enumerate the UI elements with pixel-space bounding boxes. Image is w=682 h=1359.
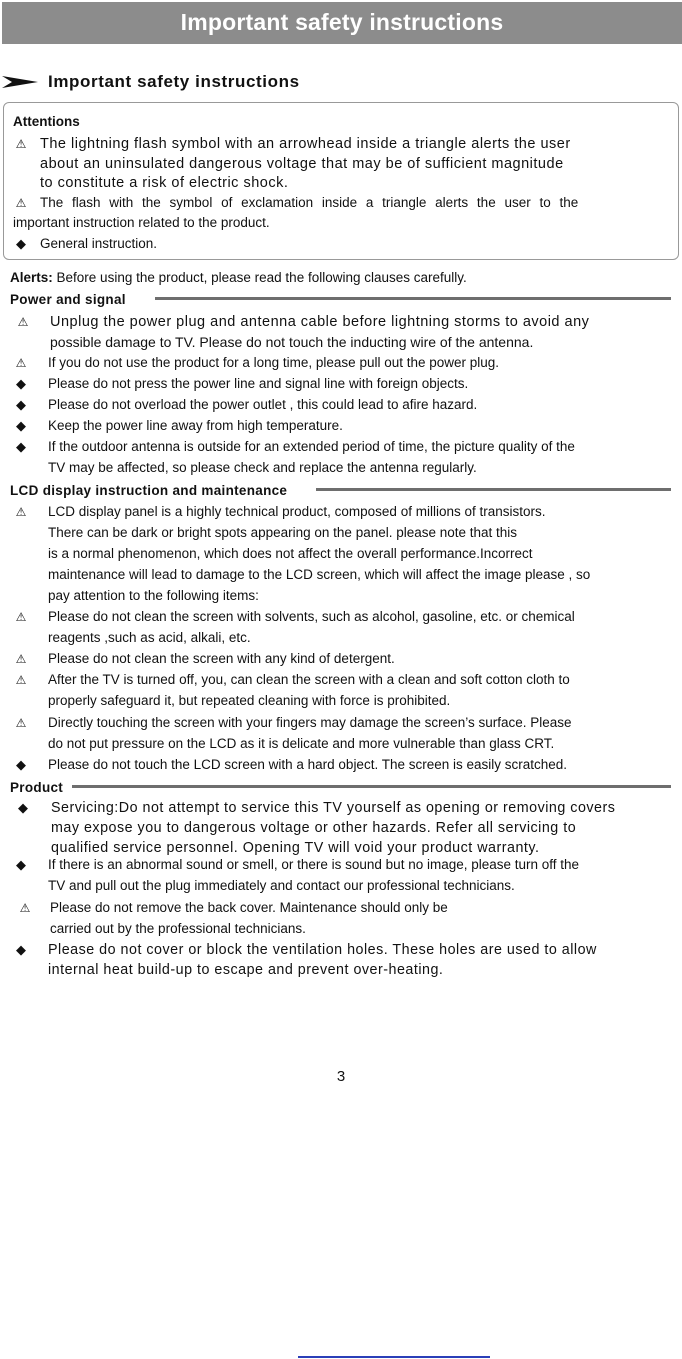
attentions-title: Attentions bbox=[13, 114, 80, 129]
diamond-bullet-icon: ◆ bbox=[16, 857, 26, 872]
section-heading bbox=[2, 70, 300, 94]
warning-icon: ⚠ bbox=[15, 652, 27, 666]
warning-icon: ⚠ bbox=[15, 716, 27, 730]
lcd-text: Please do not clean the screen with any kind of detergent. bbox=[48, 651, 395, 666]
power-text: Keep the power line away from high temperature. bbox=[48, 418, 343, 433]
attention-text: to constitute a risk of electric shock. bbox=[40, 175, 289, 191]
product-text: qualified service personnel. Opening TV will void your product warranty. bbox=[51, 840, 540, 856]
warning-icon: ⚠ bbox=[15, 505, 27, 519]
lcd-text: pay attention to the following items: bbox=[48, 588, 259, 603]
section-divider bbox=[316, 488, 671, 491]
product-text: Servicing:Do not attempt to service this TV yourself as opening or removing covers bbox=[51, 800, 616, 816]
alerts-label: Alerts: bbox=[10, 270, 53, 285]
attention-text: The lightning flash symbol with an arrowhead inside a triangle alerts the user bbox=[40, 136, 571, 152]
section-divider bbox=[72, 785, 671, 788]
diamond-bullet-icon: ◆ bbox=[18, 800, 28, 815]
section-title-product: Product bbox=[10, 779, 64, 795]
alerts-text: Before using the product, please read the following clauses carefully. bbox=[56, 270, 467, 285]
warning-icon: ⚠ bbox=[19, 901, 31, 915]
diamond-bullet-icon: ◆ bbox=[16, 418, 26, 433]
page-number: 3 bbox=[336, 1068, 346, 1085]
power-text: If the outdoor antenna is outside for an extended period of time, the picture quality of the bbox=[48, 439, 575, 454]
diamond-bullet-icon: ◆ bbox=[16, 376, 26, 391]
diamond-bullet-icon: ◆ bbox=[16, 757, 26, 772]
lcd-text: is a normal phenomenon, which does not affect the overall performance.Incorrect bbox=[48, 546, 533, 561]
lcd-text: Directly touching the screen with your fingers may damage the screen’s surface. Please bbox=[48, 715, 572, 730]
lcd-text: do not put pressure on the LCD as it is delicate and more vulnerable than glass CRT. bbox=[48, 736, 555, 751]
attention-text: The flash with the symbol of exclamation inside a triangle alerts the user to the bbox=[40, 195, 579, 210]
warning-icon: ⚠ bbox=[15, 673, 27, 687]
lcd-text: LCD display panel is a highly technical product, composed of millions of transistors. bbox=[48, 504, 546, 519]
section-title-lcd: LCD display instruction and maintenance bbox=[10, 482, 288, 498]
arrow-icon bbox=[2, 75, 38, 89]
lcd-text: After the TV is turned off, you, can clean the screen with a clean and soft cotton cloth to bbox=[48, 672, 570, 687]
lcd-text: Please do not touch the LCD screen with a hard object. The screen is easily scratched. bbox=[48, 757, 568, 772]
lcd-text: Please do not clean the screen with solvents, such as alcohol, gasoline, etc. or chemical bbox=[48, 609, 575, 624]
section-divider bbox=[155, 297, 671, 300]
product-text: Please do not cover or block the ventilation holes. These holes are used to allow bbox=[48, 942, 597, 958]
attention-text: General instruction. bbox=[40, 236, 158, 251]
warning-icon: ⚠ bbox=[15, 356, 27, 370]
diamond-bullet-icon: ◆ bbox=[16, 236, 26, 251]
lcd-text: maintenance will lead to damage to the LCD screen, which will affect the image please , so bbox=[48, 567, 591, 582]
attention-text: about an uninsulated dangerous voltage that may be of sufficient magnitude bbox=[40, 156, 564, 172]
section-heading-text: Important safety instructions bbox=[48, 72, 300, 91]
power-text: Please do not overload the power outlet , this could lead to afire hazard. bbox=[48, 397, 478, 412]
warning-icon: ⚠ bbox=[17, 315, 29, 329]
power-text: TV may be affected, so please check and replace the antenna regularly. bbox=[48, 460, 477, 475]
diamond-bullet-icon: ◆ bbox=[16, 397, 26, 412]
power-text: If you do not use the product for a long time, please pull out the power plug. bbox=[48, 355, 500, 370]
diamond-bullet-icon: ◆ bbox=[16, 942, 26, 957]
product-text: carried out by the professional technicians. bbox=[50, 921, 306, 936]
lcd-text: properly safeguard it, but repeated cleaning with force is prohibited. bbox=[48, 693, 451, 708]
lcd-text: There can be dark or bright spots appearing on the panel. please note that this bbox=[48, 525, 518, 540]
page-header-banner: Important safety instructions bbox=[2, 2, 682, 44]
alerts-line bbox=[10, 269, 467, 287]
product-text: If there is an abnormal sound or smell, or there is sound but no image, please turn off the bbox=[48, 857, 580, 872]
diamond-bullet-icon: ◆ bbox=[16, 439, 26, 454]
product-text: may expose you to dangerous voltage or other hazards. Refer all servicing to bbox=[51, 820, 577, 836]
footer-divider bbox=[298, 1356, 490, 1358]
product-text: TV and pull out the plug immediately and contact our professional technicians. bbox=[48, 878, 515, 893]
power-text: Please do not press the power line and signal line with foreign objects. bbox=[48, 376, 469, 391]
exclamation-warning-icon: ⚠ bbox=[15, 196, 27, 210]
warning-icon: ⚠ bbox=[15, 610, 27, 624]
attention-text: important instruction related to the product. bbox=[13, 215, 270, 230]
power-text: Unplug the power plug and antenna cable before lightning storms to avoid any bbox=[50, 314, 590, 330]
product-text: internal heat build-up to escape and prevent over-heating. bbox=[48, 962, 444, 978]
product-text: Please do not remove the back cover. Maintenance should only be bbox=[50, 900, 448, 915]
section-title-power: Power and signal bbox=[10, 291, 126, 307]
lcd-text: reagents ,such as acid, alkali, etc. bbox=[48, 630, 251, 645]
lightning-warning-icon: ⚠ bbox=[15, 137, 27, 151]
power-text: possible damage to TV. Please do not touch the inducting wire of the antenna. bbox=[50, 334, 534, 350]
